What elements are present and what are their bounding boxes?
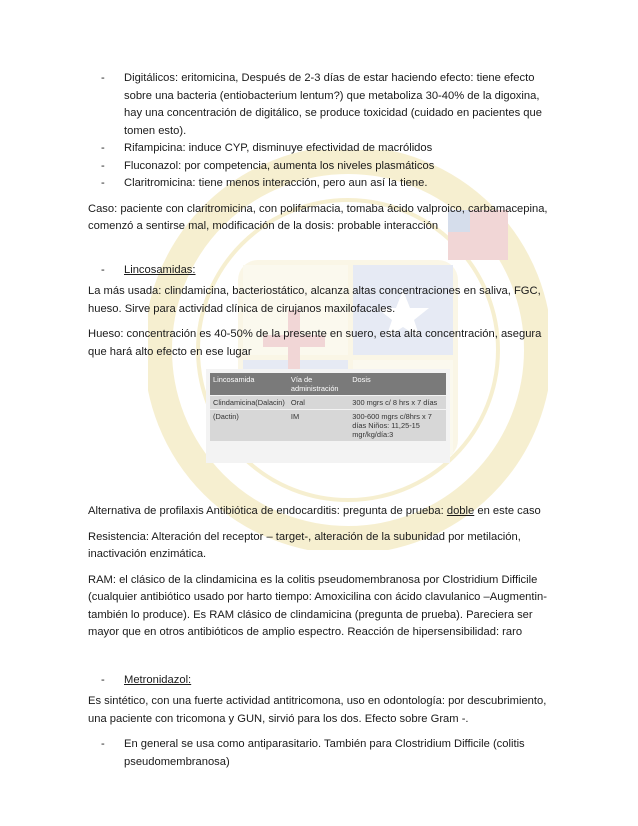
- section-heading-metronidazol: - Metronidazol:: [101, 673, 192, 686]
- bone-concentration-paragraph: Hueso: concentración es 40-50% de la presente en suero, esta alta concentración, asegura que hará alto efecto en ese lugar: [88, 328, 542, 358]
- table-row: [210, 410, 446, 442]
- table-cell: (Dactin): [210, 410, 288, 442]
- case-paragraph: Caso: paciente con claritromicina, con polifarmacia, tomaba ácido valproico, carbamacepina, comenzó a sentirse mal, modificación de la dosis: probable interacción: [88, 202, 548, 232]
- interaction-bullets: [88, 70, 558, 193]
- list-item: - Fluconazol: por competencia, aumenta los niveles plasmáticos: [101, 159, 435, 172]
- list-item: - Digitálicos: eritomicina, Después de 2-3 días de estar haciendo efecto: tiene efecto sobre una bacteria (entiobacterium lentum?) que metaboliza 30-40% de la digoxina, hay una concentración de digitálico, se produce toxicidad (cuidado en pacientes que tomen esto).: [101, 72, 542, 137]
- list-item: - Claritromicina: tiene menos interacción, pero aun así la tiene.: [101, 177, 428, 189]
- section-heading-lincosamidas: - Lincosamidas:: [101, 263, 196, 276]
- table-cell: Oral: [288, 396, 349, 410]
- prophylaxis-paragraph: Alternativa de profilaxis Antibiótica de endocarditis: pregunta de prueba: doble en este caso: [88, 505, 541, 517]
- table-row: [210, 396, 446, 410]
- lincosamide-table-image: [206, 369, 450, 463]
- metronidazol-paragraph: Es sintético, con una fuerte actividad antitricomona, uso en odontología: por descubrimiento, una paciente con tricomona y GUN, sirvió para los dos. Efecto sobre Gram -.: [88, 695, 547, 725]
- table-cell: 300 mgrs c/ 8 hrs x 7 días: [349, 396, 446, 410]
- table-header: Vía de administración: [288, 373, 349, 396]
- table-cell: 300-600 mgrs c/8hrs x 7 días Niños: 11,25-15 mgr/kg/día:3: [349, 410, 446, 442]
- resistance-paragraph: Resistencia: Alteración del receptor – target-, alteración de la subunidad por metilación, inactivación enzimática.: [88, 530, 521, 560]
- table-header: Lincosamida: [210, 373, 288, 396]
- list-item: - Rifampicina: induce CYP, disminuye efectividad de macrólidos: [101, 142, 433, 154]
- table-cell: IM: [288, 410, 349, 442]
- table-header: Dosis: [349, 373, 446, 396]
- lincosamide-table: [210, 373, 446, 441]
- document-body: [88, 70, 558, 771]
- table-cell: Clindamicina(Dalacin): [210, 396, 288, 410]
- adverse-reactions-paragraph: RAM: el clásico de la clindamicina es la colitis pseudomembranosa por Clostridium Difficile (cualquier antibiótico usado por harto tiempo: Amoxicilina con ácido clavulanico –Augmentin- también lo produce). Es RAM clásico de clindamicina (pregunta de prueba). Pareciera ser mayor que en otros antibióticos de amplio espectro. Reacción de hipersensibilidad: raro: [88, 573, 547, 638]
- list-item: - En general se usa como antiparasitario. También para Clostridium Difficile (colitis pseudomembranosa): [101, 738, 525, 768]
- lincosamidas-paragraph: La más usada: clindamicina, bacteriostático, alcanza altas concentraciones en saliva, FGC, hueso. Sirve para actividad clínica de cirujanos maxilofacales.: [88, 285, 541, 315]
